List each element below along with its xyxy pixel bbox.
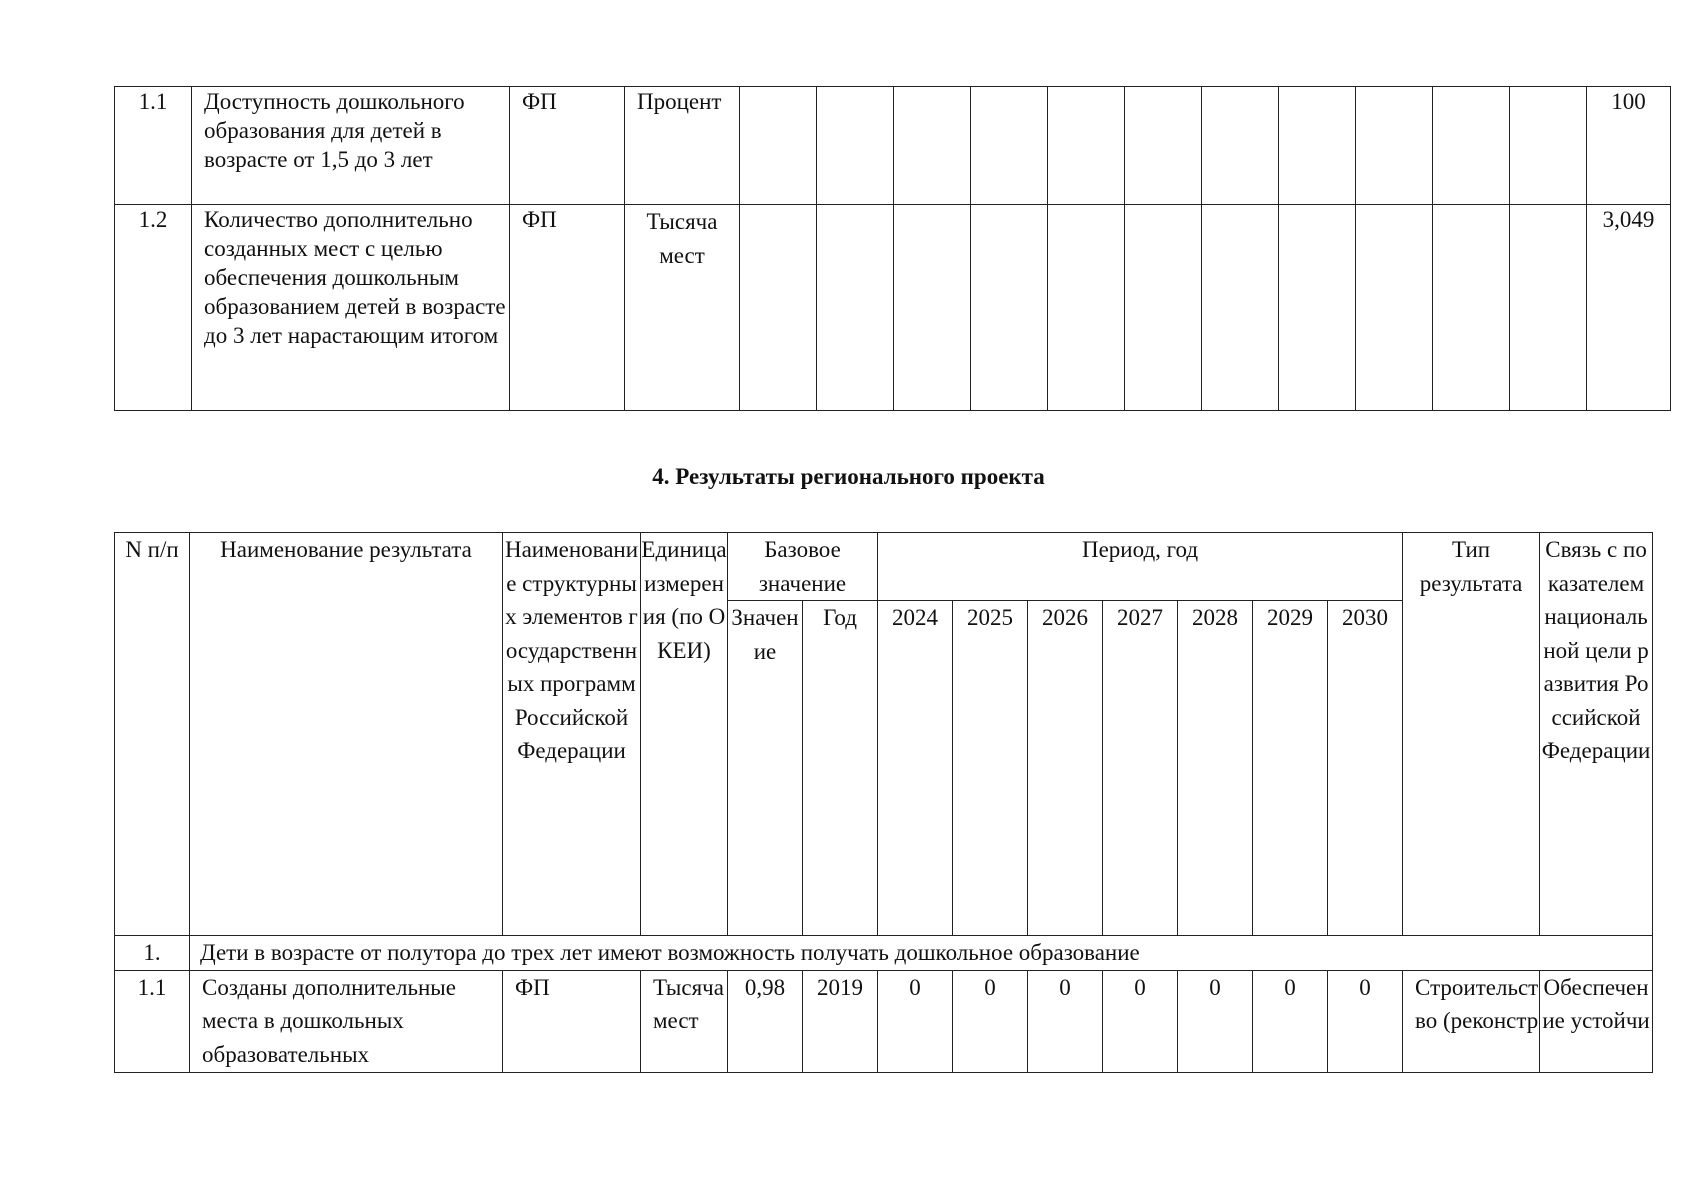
empty-cell <box>1202 87 1279 205</box>
header-name: Наименование результата <box>190 533 503 936</box>
empty-cell <box>894 87 971 205</box>
empty-cell <box>1279 205 1356 411</box>
header-year: 2026 <box>1028 601 1103 936</box>
empty-cell <box>971 205 1048 411</box>
empty-cell <box>740 205 817 411</box>
result-year-value: 0 <box>1178 970 1253 1072</box>
table-row <box>115 205 1671 411</box>
group-name: Дети в возрасте от полутора до трех лет имеют возможность получать дошкольное образование <box>190 936 1653 971</box>
result-year-value: 0 <box>1253 970 1328 1072</box>
empty-cell <box>1125 205 1202 411</box>
table-row <box>115 87 1671 205</box>
header-year: 2024 <box>878 601 953 936</box>
empty-cell <box>1125 87 1202 205</box>
result-year-value: 0 <box>953 970 1028 1072</box>
indicator-value: 100 <box>1587 87 1671 205</box>
result-link: Обеспечение устойчи <box>1540 970 1653 1072</box>
empty-cell <box>740 87 817 205</box>
section-title: 4. Результаты регионального проекта <box>652 464 1045 489</box>
empty-cell <box>1433 205 1510 411</box>
header-year: 2029 <box>1253 601 1328 936</box>
result-unit: Тысяча мест <box>641 970 728 1072</box>
result-base-year: 2019 <box>803 970 878 1072</box>
result-year-value: 0 <box>1103 970 1178 1072</box>
group-number: 1. <box>115 936 190 971</box>
empty-cell <box>1356 87 1433 205</box>
results-table <box>114 532 1653 1073</box>
indicators-table <box>114 86 1671 411</box>
indicator-level: ФП <box>510 87 625 205</box>
row-number: 1.1 <box>115 87 192 205</box>
empty-cell <box>817 87 894 205</box>
indicator-name: Количество дополнительно созданных мест с целью обеспечения дошкольным образованием детей в возрасте до 3 лет нарастающим итогом <box>192 205 510 411</box>
group-row <box>115 936 1653 971</box>
header-base: Базовое значение <box>728 533 878 601</box>
header-base-value: Значение <box>728 601 803 936</box>
indicator-unit: Процент <box>625 87 740 205</box>
empty-cell <box>1279 87 1356 205</box>
indicator-value: 3,049 <box>1587 205 1671 411</box>
header-row <box>115 533 1653 601</box>
header-link: Связь с показателем национальной цели развития Российской Федерации <box>1540 533 1653 936</box>
header-structural: Наименование структурных элементов государственных программ Российской Федерации <box>503 533 641 936</box>
indicator-name: Доступность дошкольного образования для детей в возрасте от 1,5 до 3 лет <box>192 87 510 205</box>
header-year: 2030 <box>1328 601 1403 936</box>
indicator-unit: Тысяча мест <box>625 205 740 411</box>
header-num: N п/п <box>115 533 190 936</box>
empty-cell <box>1356 205 1433 411</box>
empty-cell <box>1048 205 1125 411</box>
empty-cell <box>817 205 894 411</box>
empty-cell <box>1433 87 1510 205</box>
row-number: 1.1 <box>115 970 190 1072</box>
empty-cell <box>971 87 1048 205</box>
result-year-value: 0 <box>1328 970 1403 1072</box>
empty-cell <box>894 205 971 411</box>
header-period: Период, год <box>878 533 1403 601</box>
result-structural: ФП <box>503 970 641 1072</box>
result-year-value: 0 <box>878 970 953 1072</box>
header-year: 2025 <box>953 601 1028 936</box>
header-unit: Единица измерения (по ОКЕИ) <box>641 533 728 936</box>
header-year: 2027 <box>1103 601 1178 936</box>
empty-cell <box>1202 205 1279 411</box>
empty-cell <box>1048 87 1125 205</box>
result-name: Созданы дополнительные места в дошкольных образовательных <box>190 970 503 1072</box>
header-year: 2028 <box>1178 601 1253 936</box>
empty-cell <box>1510 87 1587 205</box>
result-year-value: 0 <box>1028 970 1103 1072</box>
header-base-year: Год <box>803 601 878 936</box>
table-row <box>115 970 1653 1072</box>
result-type: Строительство (реконстр <box>1403 970 1540 1072</box>
empty-cell <box>1510 205 1587 411</box>
header-type: Тип результата <box>1403 533 1540 936</box>
indicator-level: ФП <box>510 205 625 411</box>
result-base-value: 0,98 <box>728 970 803 1072</box>
row-number: 1.2 <box>115 205 192 411</box>
